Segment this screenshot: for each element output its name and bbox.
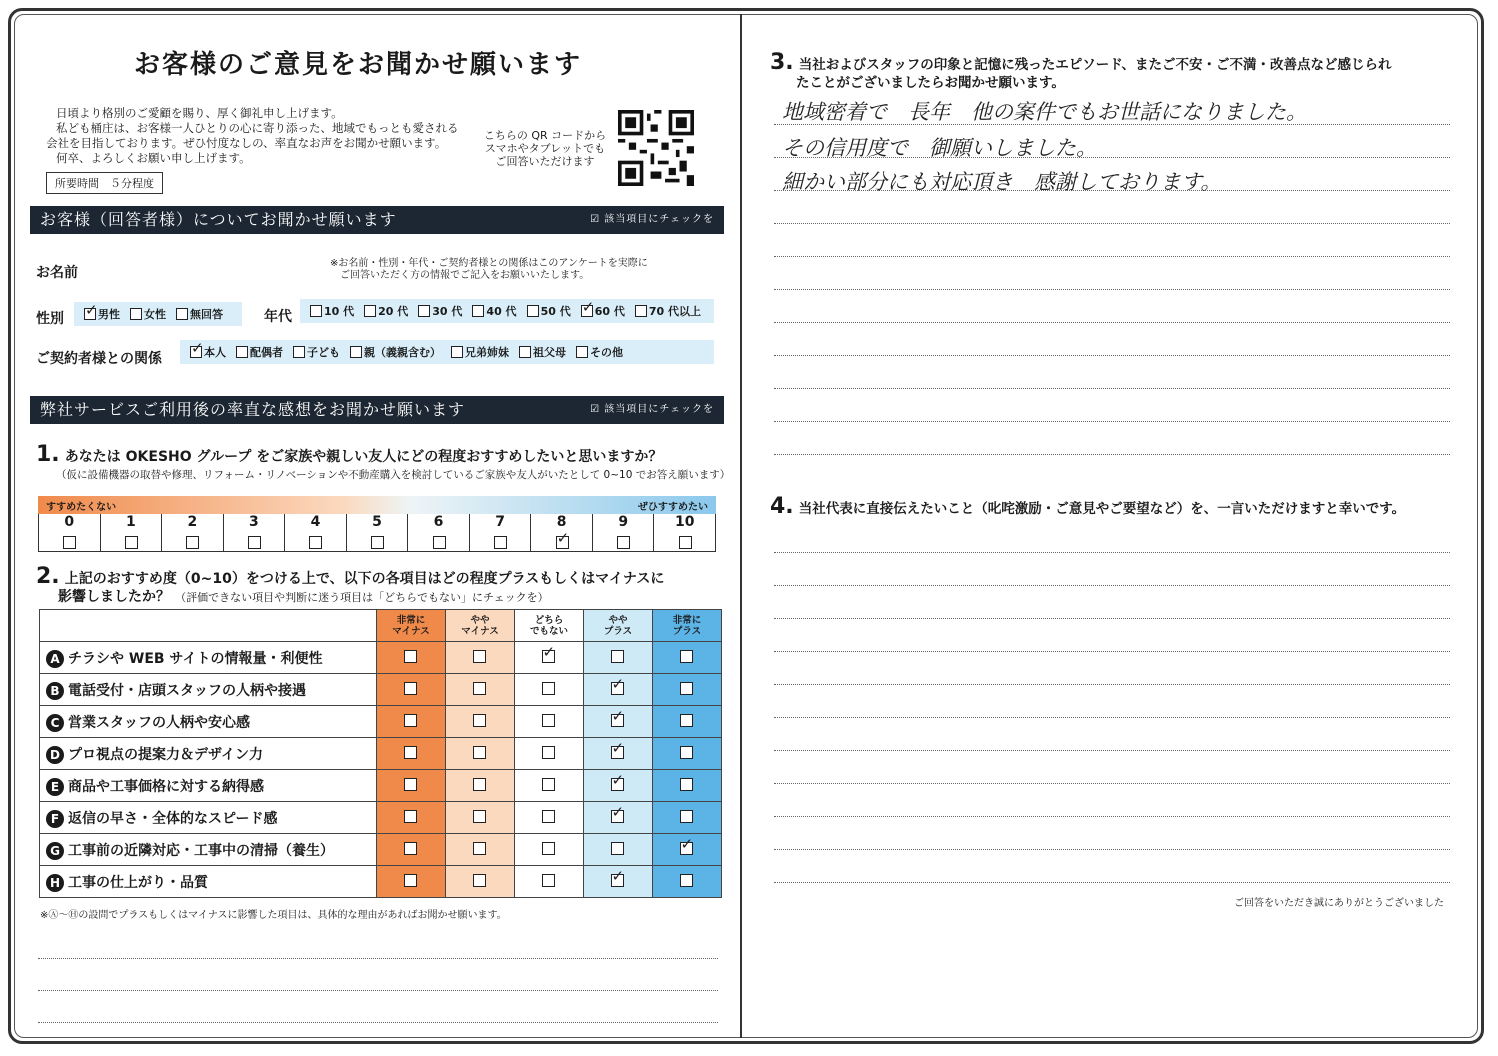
row-label: 営業スタッフの人柄や安心感: [68, 714, 250, 731]
q4-text: 当社代表に直接伝えたいこと（叱咤激励・ご意見やご要望など）を、一言いただけますと幸いです。: [798, 501, 1406, 517]
section-title: 弊社サービスご利用後の率直な感想をお聞かせ願います: [40, 400, 466, 419]
row-label: 商品や工事価格に対する納得感: [68, 778, 264, 795]
row-label-cell: [40, 706, 377, 738]
checkbox[interactable]: [248, 536, 261, 549]
age-option[interactable]: [364, 303, 408, 319]
checkbox[interactable]: [680, 714, 693, 727]
table-row: [40, 834, 722, 866]
gender-options: [74, 302, 242, 326]
handwritten-answer-line: 地域密着で 長年 他の案件でもお世話になりました。: [782, 100, 1307, 124]
checkbox[interactable]: [418, 305, 430, 317]
center-fold: [740, 14, 742, 1038]
checkbox[interactable]: [309, 536, 322, 549]
checkbox[interactable]: [404, 682, 417, 695]
rating-cell[interactable]: [653, 674, 722, 706]
checkbox[interactable]: [473, 650, 486, 663]
checkbox[interactable]: [404, 746, 417, 759]
row-label: プロ視点の提案力＆デザイン力: [68, 746, 264, 763]
table-row: [40, 770, 722, 802]
checkbox[interactable]: [473, 714, 486, 727]
checkbox[interactable]: [310, 305, 322, 317]
rating-cell[interactable]: [653, 706, 722, 738]
rating-cell[interactable]: [515, 706, 584, 738]
table-row: [40, 706, 722, 738]
rating-cell[interactable]: [377, 642, 446, 674]
row-label-cell: [40, 866, 377, 898]
checkbox[interactable]: [473, 810, 486, 823]
scale-high-label: ぜひすすめたい: [637, 501, 708, 513]
checkbox[interactable]: [576, 346, 588, 358]
checkbox[interactable]: [176, 308, 188, 320]
q3-number: 3.: [770, 50, 794, 75]
table-row: [40, 642, 722, 674]
checkbox[interactable]: [404, 842, 417, 855]
rating-cell[interactable]: [515, 802, 584, 834]
rating-cell[interactable]: [653, 642, 722, 674]
checkbox[interactable]: [542, 842, 555, 855]
checkbox[interactable]: [404, 778, 417, 791]
rating-cell[interactable]: [584, 738, 653, 770]
rating-cell[interactable]: [377, 674, 446, 706]
rating-cell[interactable]: [377, 738, 446, 770]
scale-number: 8: [556, 514, 567, 530]
q2-heading-line2: [58, 586, 549, 606]
checkbox[interactable]: [542, 810, 555, 823]
scale-cell[interactable]: [530, 514, 592, 551]
checkbox[interactable]: [473, 682, 486, 695]
q4-number: 4.: [770, 494, 794, 519]
header-plus: [584, 610, 653, 642]
option-label: 女性: [144, 308, 166, 321]
rating-cell[interactable]: [515, 834, 584, 866]
row-label-cell: [40, 770, 377, 802]
scale-cell[interactable]: [407, 514, 469, 551]
option-label: 男性: [98, 308, 120, 321]
row-letter-badge: B: [46, 682, 64, 700]
relation-option[interactable]: [293, 344, 340, 360]
answer-line[interactable]: [774, 849, 1450, 850]
checkbox[interactable]: [679, 536, 692, 549]
checkbox[interactable]: [404, 650, 417, 663]
table-row: [40, 738, 722, 770]
scale-number: 7: [495, 514, 505, 530]
q1-scale: [38, 496, 716, 554]
answer-line[interactable]: [774, 388, 1450, 389]
answer-line[interactable]: [774, 322, 1450, 323]
row-letter-badge: D: [46, 746, 64, 764]
scale-low-label: すすめたくない: [46, 501, 117, 513]
checkbox[interactable]: [542, 650, 555, 663]
q1-text: あなたは OKESHO グループ をご家族や親しい友人にどの程度おすすめしたいと思いますか？: [64, 449, 663, 465]
qr-line: こちらの QR コードから: [483, 129, 607, 142]
scale-number: 9: [618, 514, 629, 530]
checkbox[interactable]: [680, 746, 693, 759]
q4-heading: [770, 494, 1405, 519]
row-label: 返信の早さ・全体的なスピード感: [68, 810, 278, 827]
checkbox[interactable]: [190, 346, 202, 358]
rating-cell[interactable]: [515, 642, 584, 674]
qr-line: スマホやタブレットでも: [484, 142, 606, 155]
q2-number: 2.: [36, 564, 60, 589]
answer-line[interactable]: [774, 816, 1450, 817]
q1-heading: [36, 442, 662, 467]
rating-cell[interactable]: [584, 866, 653, 898]
checkbox[interactable]: [611, 778, 624, 791]
checkbox[interactable]: [350, 346, 362, 358]
q2-text: 上記のおすすめ度（0~10）をつける上で、以下の各項目はどの程度プラスもしくはマイナスに: [64, 571, 665, 587]
scale-cell[interactable]: [469, 514, 531, 551]
qr-code[interactable]: [618, 110, 694, 186]
rating-cell[interactable]: [515, 770, 584, 802]
gender-label: 性別: [36, 311, 64, 327]
checkbox[interactable]: [125, 536, 138, 549]
relation-option[interactable]: [236, 344, 283, 360]
q2-header-row: [40, 610, 722, 642]
checkbox[interactable]: [451, 346, 463, 358]
checkbox[interactable]: [611, 714, 624, 727]
q3-text-line2: たことがございましたらお聞かせ願います。: [796, 75, 1065, 91]
qr-line: ご回答いただけます: [495, 155, 595, 168]
note-line: ※お名前・性別・年代・ご契約者様との関係はこのアンケートを実際に: [330, 258, 648, 269]
scale-number: 0: [64, 514, 75, 530]
q3-text: 当社およびスタッフの印象と記憶に残ったエピソード、またご不安・ご不満・改善点など感じられ: [798, 57, 1392, 73]
option-label: 50 代: [540, 305, 571, 318]
scale-number: 1: [125, 514, 136, 530]
answer-line[interactable]: [774, 454, 1450, 455]
rating-cell[interactable]: [446, 706, 515, 738]
scale-number: 4: [310, 514, 321, 530]
rating-cell[interactable]: [584, 674, 653, 706]
handwritten-answer-line: 細かい部分にも対応頂き 感謝しております。: [782, 170, 1222, 194]
checkbox[interactable]: [542, 682, 555, 695]
relation-options: [180, 340, 714, 364]
gender-option-male[interactable]: [84, 306, 120, 322]
row-label-cell: [40, 738, 377, 770]
option-label: 10 代: [324, 305, 355, 318]
age-option[interactable]: [635, 303, 701, 319]
rating-cell[interactable]: [377, 866, 446, 898]
checkbox[interactable]: [293, 346, 305, 358]
row-letter-badge: E: [46, 778, 64, 796]
scale-gradient: [38, 496, 716, 514]
rating-cell[interactable]: [446, 802, 515, 834]
scale-number: 3: [249, 514, 259, 530]
section-title: お客様（回答者様）についてお聞かせ願います: [40, 210, 397, 229]
rating-cell[interactable]: [584, 706, 653, 738]
scale-number: 6: [433, 514, 444, 530]
option-label: 無回答: [190, 308, 223, 321]
table-row: [40, 802, 722, 834]
relation-label: ご契約者様との関係: [36, 351, 162, 367]
rating-cell[interactable]: [377, 706, 446, 738]
option-label: 子ども: [307, 346, 340, 359]
row-letter-badge: A: [46, 650, 64, 668]
checkbox[interactable]: [680, 778, 693, 791]
name-note: [330, 258, 648, 282]
age-options: [300, 299, 714, 323]
rating-cell[interactable]: [515, 738, 584, 770]
answer-line[interactable]: [774, 223, 1450, 224]
row-letter-badge: H: [46, 874, 64, 892]
rating-cell[interactable]: [446, 834, 515, 866]
section-header-service: [30, 396, 724, 424]
q1-subtext: （仮に設備機器の取替や修理、リフォーム・リノベーションや不動産購入を検討しているご家族や友人がいたとして 0~10 でお答え願います）: [56, 469, 731, 481]
rating-cell[interactable]: [446, 770, 515, 802]
checkbox[interactable]: [617, 536, 630, 549]
table-row: [40, 866, 722, 898]
checkbox[interactable]: [236, 346, 248, 358]
checkbox[interactable]: [404, 810, 417, 823]
intro-line: 会社を目指しております。ぜひ忖度なしの、率直なお声をお聞かせ願います。: [46, 136, 447, 150]
rating-cell[interactable]: [653, 770, 722, 802]
scale-cell[interactable]: [592, 514, 654, 551]
check-hint: ☑ 該当項目にチェックを: [590, 214, 714, 225]
gender-option-female[interactable]: [130, 306, 166, 322]
row-letter-badge: F: [46, 810, 64, 828]
rating-cell[interactable]: [377, 770, 446, 802]
answer-line[interactable]: [774, 355, 1450, 356]
rating-cell[interactable]: [515, 674, 584, 706]
rating-cell[interactable]: [446, 866, 515, 898]
row-label-cell: [40, 674, 377, 706]
answer-line[interactable]: [774, 289, 1450, 290]
scale-number: 10: [675, 514, 695, 530]
scale-number: 2: [187, 514, 198, 530]
row-letter-badge: G: [46, 842, 64, 860]
checkbox[interactable]: [611, 682, 624, 695]
page-title: お客様のご意見をお聞かせ願います: [134, 50, 583, 80]
age-option[interactable]: [527, 303, 571, 319]
answer-line[interactable]: [774, 585, 1450, 586]
handwritten-answer-line: その信用度で 御願いしました。: [782, 136, 1097, 160]
relation-option[interactable]: [451, 344, 509, 360]
age-label: 年代: [264, 309, 292, 325]
checkbox[interactable]: [680, 810, 693, 823]
section-header-customer: [30, 206, 724, 234]
checkbox[interactable]: [611, 746, 624, 759]
rating-cell[interactable]: [446, 674, 515, 706]
rating-cell[interactable]: [446, 738, 515, 770]
scale-number: 5: [372, 514, 382, 530]
q1-number: 1.: [36, 442, 60, 467]
checkbox[interactable]: [186, 536, 199, 549]
answer-line[interactable]: [774, 717, 1450, 718]
option-label: 配偶者: [250, 346, 283, 359]
rating-cell[interactable]: [584, 834, 653, 866]
header-label: 非常に マイナス: [392, 614, 430, 637]
age-option[interactable]: [310, 303, 354, 319]
answer-line[interactable]: [774, 684, 1450, 685]
row-label: 電話受付・店頭スタッフの人柄や接遇: [68, 682, 306, 699]
checkbox[interactable]: [364, 305, 376, 317]
header-label: やや プラス: [603, 614, 633, 637]
answer-line[interactable]: [38, 990, 718, 991]
rating-cell[interactable]: [515, 866, 584, 898]
thanks-message: ご回答をいただき誠にありがとうございました: [1234, 898, 1444, 909]
gender-option-none[interactable]: [176, 306, 223, 322]
checkbox[interactable]: [527, 305, 539, 317]
rating-cell[interactable]: [653, 866, 722, 898]
answer-line[interactable]: [774, 421, 1450, 422]
option-label: 70 代以上: [648, 305, 701, 318]
scale-cell[interactable]: [653, 514, 715, 551]
scale-cell[interactable]: [346, 514, 408, 551]
row-label: チラシや WEB サイトの情報量・利便性: [68, 650, 323, 667]
rating-cell[interactable]: [446, 642, 515, 674]
relation-option[interactable]: [190, 344, 226, 360]
intro-line: 日頃より格別のご愛顧を賜り、厚く御礼申し上げます。: [56, 106, 343, 120]
rating-cell[interactable]: [584, 770, 653, 802]
option-label: 兄弟姉妹: [465, 346, 509, 359]
checkbox[interactable]: [611, 650, 624, 663]
option-label: その他: [590, 346, 623, 359]
checkbox[interactable]: [404, 714, 417, 727]
header-label: どちら でもない: [529, 614, 568, 637]
table-row: [40, 674, 722, 706]
header-neutral: [515, 610, 584, 642]
answer-line[interactable]: [38, 958, 718, 959]
scale-cell[interactable]: [161, 514, 223, 551]
intro-text: [46, 106, 476, 166]
header-minus: [446, 610, 515, 642]
rating-cell[interactable]: [377, 802, 446, 834]
option-label: 40 代: [486, 305, 517, 318]
checkbox[interactable]: [542, 714, 555, 727]
scale-cell[interactable]: [284, 514, 346, 551]
checkbox[interactable]: [680, 682, 693, 695]
checkbox[interactable]: [542, 746, 555, 759]
header-label: 非常に プラス: [672, 614, 702, 637]
relation-option[interactable]: [576, 344, 623, 360]
checkbox[interactable]: [581, 305, 593, 317]
age-option[interactable]: [472, 303, 516, 319]
q2-subtext: （評価できない項目や判断に迷う項目は「どちらでもない」にチェックを）: [175, 591, 549, 604]
rating-cell[interactable]: [653, 738, 722, 770]
rating-cell[interactable]: [653, 834, 722, 866]
answer-line[interactable]: [38, 1022, 718, 1023]
option-label: 親（義親含む）: [364, 346, 441, 359]
rating-cell[interactable]: [653, 802, 722, 834]
option-label: 本人: [204, 346, 226, 359]
rating-cell[interactable]: [584, 642, 653, 674]
checkbox[interactable]: [519, 346, 531, 358]
row-label: 工事の仕上がり・品質: [68, 874, 208, 891]
header-label: やや マイナス: [461, 614, 499, 637]
answer-line[interactable]: [774, 651, 1450, 652]
relation-option[interactable]: [350, 344, 441, 360]
checkbox[interactable]: [494, 536, 507, 549]
checkbox[interactable]: [542, 874, 555, 887]
intro-line: 私ども桶庄は、お客様一人ひとりの心に寄り添った、地域でもっとも愛される: [56, 121, 459, 135]
answer-line[interactable]: [774, 783, 1450, 784]
checkbox[interactable]: [130, 308, 142, 320]
checkbox[interactable]: [542, 778, 555, 791]
checkbox[interactable]: [473, 842, 486, 855]
checkbox[interactable]: [680, 650, 693, 663]
note-line: ご回答いただく方の情報でご記入をお願いいたします。: [340, 270, 590, 281]
row-letter-badge: C: [46, 714, 64, 732]
checkbox[interactable]: [63, 536, 76, 549]
q2-footnote: ※Ⓐ～Ⓗの設問でプラスもしくはマイナスに影響した項目は、具体的な理由があればお聞かせ願います。: [40, 910, 507, 921]
header-very-plus: [653, 610, 722, 642]
header-blank: [40, 610, 377, 642]
q2-rating-table: [39, 609, 722, 898]
q2-text: 影響しましたか？: [58, 589, 170, 605]
checkbox[interactable]: [84, 308, 96, 320]
rating-cell[interactable]: [377, 834, 446, 866]
checkbox[interactable]: [433, 536, 446, 549]
checkbox[interactable]: [371, 536, 384, 549]
answer-line[interactable]: [774, 256, 1450, 257]
scale-cells: [38, 514, 716, 552]
checkbox[interactable]: [473, 778, 486, 791]
age-option[interactable]: [418, 303, 462, 319]
answer-line[interactable]: [774, 750, 1450, 751]
option-label: 祖父母: [533, 346, 566, 359]
option-label: 60 代: [594, 305, 625, 318]
time-required-box: 所要時間 ５分程度: [46, 172, 163, 194]
row-label-cell: [40, 802, 377, 834]
header-very-minus: [377, 610, 446, 642]
scale-cell[interactable]: [39, 514, 100, 551]
name-label: お名前: [36, 265, 78, 281]
checkbox[interactable]: [473, 746, 486, 759]
option-label: 20 代: [378, 305, 409, 318]
scale-cell[interactable]: [223, 514, 285, 551]
checkbox[interactable]: [611, 810, 624, 823]
checkbox[interactable]: [556, 536, 569, 549]
row-label-cell: [40, 642, 377, 674]
checkbox[interactable]: [611, 874, 624, 887]
age-option[interactable]: [581, 303, 625, 319]
checkbox[interactable]: [635, 305, 647, 317]
scale-cell[interactable]: [100, 514, 162, 551]
answer-line[interactable]: [774, 882, 1450, 883]
checkbox[interactable]: [680, 842, 693, 855]
checkbox[interactable]: [473, 874, 486, 887]
qr-instructions: [478, 129, 612, 168]
intro-line: 何卒、よろしくお願い申し上げます。: [56, 151, 251, 165]
relation-option[interactable]: [519, 344, 566, 360]
checkbox[interactable]: [680, 874, 693, 887]
checkbox[interactable]: [611, 842, 624, 855]
answer-line[interactable]: [774, 552, 1450, 553]
row-label: 工事前の近隣対応・工事中の清掃（養生）: [68, 842, 334, 859]
answer-line[interactable]: [774, 618, 1450, 619]
rating-cell[interactable]: [584, 802, 653, 834]
option-label: 30 代: [432, 305, 463, 318]
checkbox[interactable]: [472, 305, 484, 317]
row-label-cell: [40, 834, 377, 866]
checkbox[interactable]: [404, 874, 417, 887]
check-hint: ☑ 該当項目にチェックを: [590, 404, 714, 415]
